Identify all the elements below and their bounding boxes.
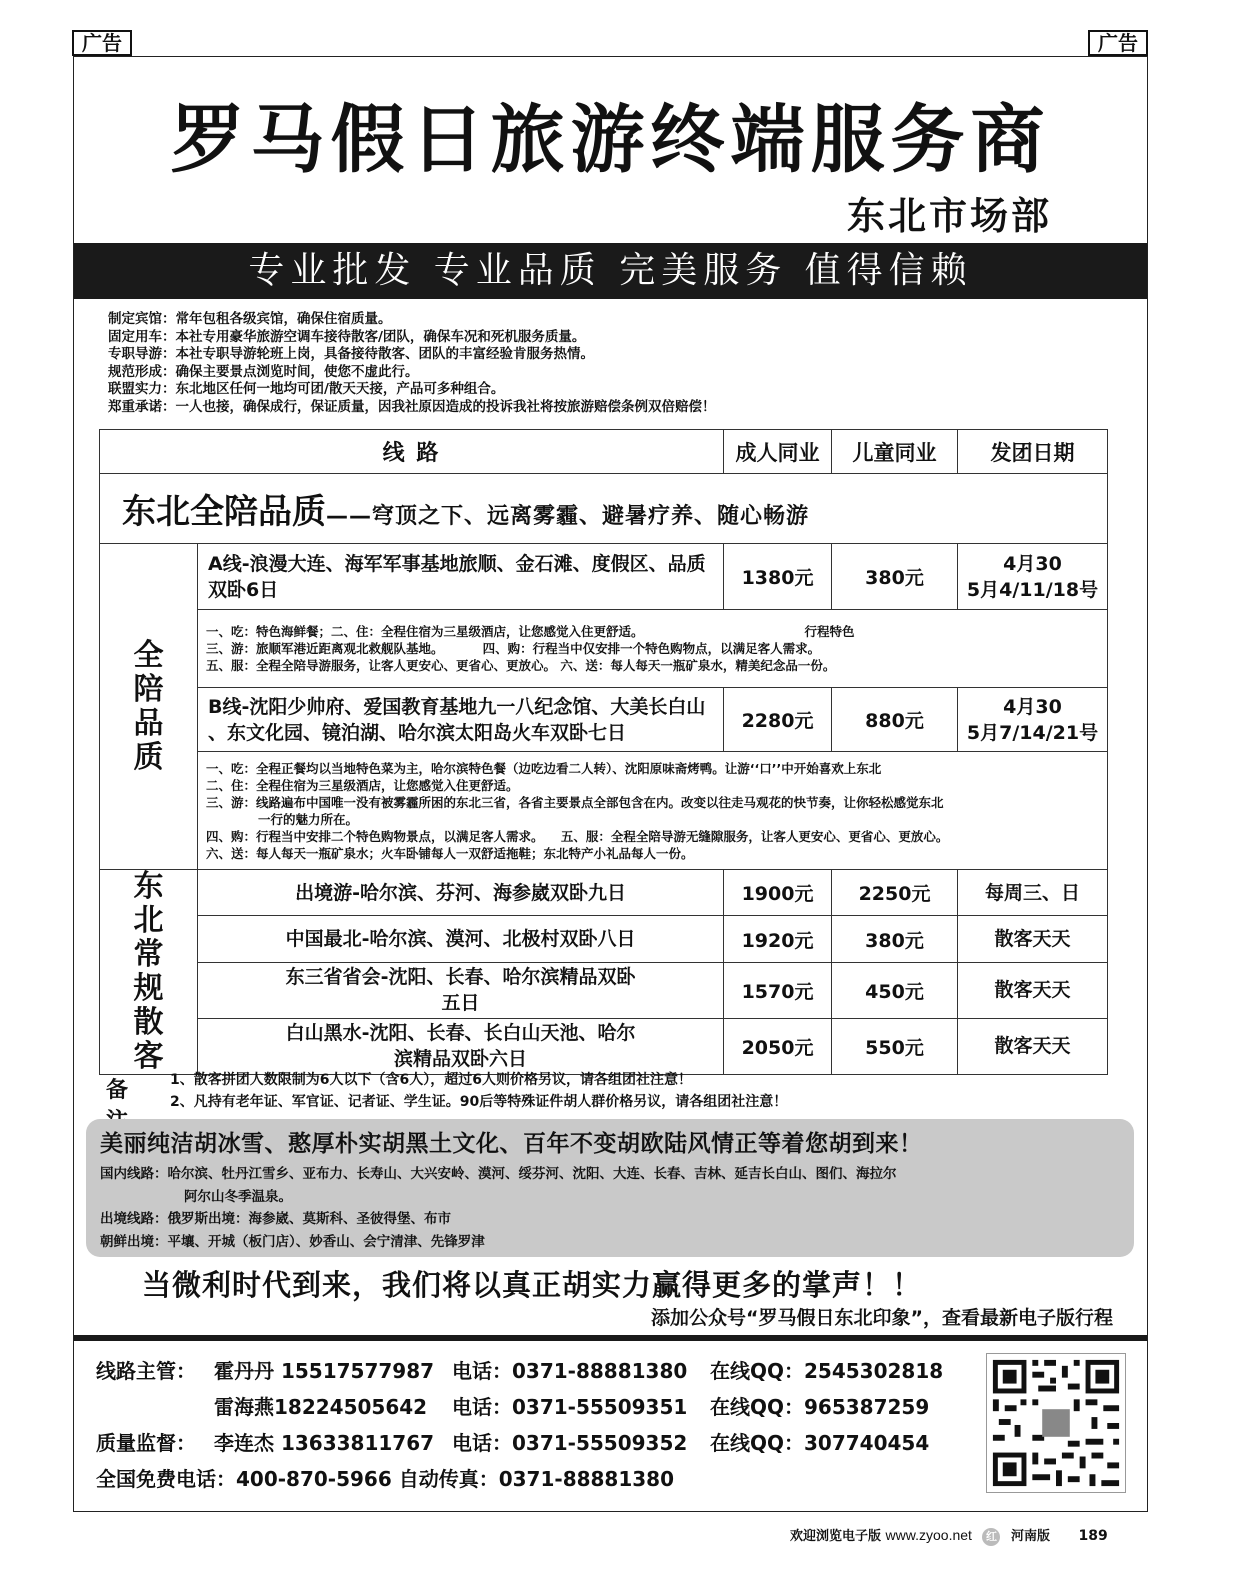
footer-edition: 河南版: [1010, 1529, 1050, 1544]
page-footer: [790, 1525, 1108, 1546]
feature-item: 规范形成：确保主要景点浏览时间，使您不虚此行。: [108, 363, 419, 380]
detail-line: 五、服：全程全陪导游服务，让客人更安心、更省心、更放心。 六、送：每人每天一瓶矿泉水，精美纪念品一份。: [206, 658, 836, 673]
departure-date: [958, 544, 1108, 610]
adult-price: 1380元: [724, 544, 832, 610]
adult-price: 1900元: [724, 870, 832, 916]
child-price: 880元: [832, 688, 958, 752]
contact-row: [96, 1389, 943, 1425]
detail-line: 六、送：每人每天一瓶矿泉水；火车卧铺每人一双舒适拖鞋；东北特产小礼品每人一份。: [206, 845, 694, 861]
qr-code-icon[interactable]: [986, 1353, 1126, 1493]
section-label-text: 全陪品质: [133, 637, 164, 775]
feature-item: 专职导游：本社专职导游轮班上岗，具备接待散客、团队的丰富经验肯服务热情。: [108, 346, 594, 362]
adult-price: 2050元: [724, 1018, 832, 1074]
date-line: 4月30: [1003, 695, 1062, 718]
header-date: 发团日期: [958, 430, 1108, 474]
contact-name: 李连杰 13633811767: [214, 1431, 435, 1455]
footer-site-link[interactable]: www.zyoo.net: [885, 1527, 972, 1543]
table-header-row: [100, 430, 1108, 474]
destinations-headline: 美丽纯洁胡冰雪、憨厚朴实胡黑土文化、百年不变胡欧陆风情正等着您胡到来！: [100, 1131, 923, 1157]
header-child: 儿童同业: [832, 430, 958, 474]
feature-item: 固定用车：本社专用豪华旅游空调车接待散客/团队，确保车况和死机服务质量。: [108, 328, 586, 345]
contact-tel: 电话：0371-55509351: [452, 1395, 688, 1419]
banner-main: 东北全陪品质: [122, 492, 326, 532]
slogan-bar: 专业批发 专业品质 完美服务 值得信赖: [74, 243, 1147, 299]
contact-qq: 在线QQ：307740454: [710, 1431, 930, 1455]
child-price: 450元: [832, 962, 958, 1018]
header-route: 线 路: [100, 430, 724, 474]
child-price: 550元: [832, 1018, 958, 1074]
route-a-details: [198, 610, 1108, 688]
header-adult: 成人同业: [724, 430, 832, 474]
detail-line: 四、购：行程当中安排二个特色购物景点，以满足客人需求。 五、服：全程全陪导游无缝隙服务，让客人更安心、更省心、更放心。: [206, 828, 949, 844]
feature-item: 联盟实力：东北地区任何一地均可团/散天天接，产品可多种组合。: [108, 381, 505, 397]
departure-date: [958, 688, 1108, 752]
date-line: 4月30: [1003, 552, 1062, 575]
section-label-regular: [100, 870, 198, 1075]
domestic-routes: 国内线路：哈尔滨、牡丹江雪乡、亚布力、长寿山、大兴安岭、漠河、绥芬河、沈阳、大连、长春、吉林、延吉长白山、图们、海拉尔: [100, 1166, 897, 1182]
departure-date: 散客天天: [958, 1018, 1108, 1074]
contact-label: 线路主管：: [96, 1359, 196, 1383]
route-b-details: [198, 752, 1108, 870]
destinations-box: [86, 1119, 1134, 1257]
magazine-logo-icon: 红: [982, 1528, 1000, 1546]
table-row: [100, 688, 1108, 752]
ad-tag-right: 广告: [1088, 30, 1148, 56]
feature-item: 郑重承诺：一人也接，确保成行，保证质量，因我社原因造成的投诉我社将按旅游赔偿条例双倍赔偿！: [108, 398, 716, 415]
banner-cell: [100, 474, 1108, 544]
ad-frame: [73, 56, 1148, 1512]
regular-route: 出境游-哈尔滨、芬河、海参崴双卧九日: [198, 870, 724, 916]
notes-label: 备: [106, 1078, 129, 1103]
regular-route: 中国最北-哈尔滨、漠河、北极村双卧八日: [198, 916, 724, 962]
banner-tail: ——穹顶之下、远离雾霾、避暑疗养、随心畅游: [326, 504, 810, 529]
regular-route: 白山黑水-沈阳、长春、长白山天池、哈尔滨精品双卧六日: [198, 1018, 724, 1074]
contact-tel: 电话：0371-88881380: [452, 1359, 688, 1383]
adult-price: 1570元: [724, 962, 832, 1018]
feature-item: 制定宾馆：常年包租各级宾馆，确保住宿质量。: [108, 311, 392, 327]
child-price: 380元: [832, 544, 958, 610]
contact-label: 质量监督：: [96, 1431, 196, 1455]
route-a: A线-浪漫大连、海军军事基地旅顺、金石滩、度假区、品质双卧6日: [198, 544, 724, 610]
section-label-text: 东北常规散客: [133, 869, 164, 1074]
contact-qq: 在线QQ：965387259: [710, 1395, 930, 1419]
detail-row: [100, 610, 1108, 688]
detail-line: 一行的魅力所在。: [258, 811, 359, 827]
table-row: [100, 916, 1108, 962]
departure-date: 散客天天: [958, 962, 1108, 1018]
domestic-routes-cont: 阿尔山冬季温泉。: [184, 1188, 292, 1205]
department-subtitle: 东北市场部: [846, 194, 1052, 238]
outbound-routes: 出境线路：俄罗斯出境：海参崴、莫斯科、圣彼得堡、布市: [100, 1211, 451, 1227]
detail-line: 三、游：旅顺军港近距离观北救舰队基地。 四、购：行程当中仅安排一个特色购物点，以满足客人需求。: [206, 641, 821, 656]
detail-line: 三、游：线路遍布中国唯一没有被雾霾所困的东北三省，各省主要景点全部包含在内。改变以往走马观花的快节奏，让你轻松感觉东北: [206, 794, 944, 810]
wechat-notice: 添加公众号“罗马假日东北印象”，查看最新电子版行程: [651, 1307, 1113, 1329]
page-number: 189: [1078, 1528, 1108, 1544]
contact-tel: 电话：0371-55509352: [452, 1431, 688, 1455]
route-b: B线-沈阳少帅府、爱国教育基地九一八纪念馆、大美长白山 、东文化园、镜泊湖、哈尔滨太阳岛火车双卧七日: [198, 688, 724, 752]
date-line: 5月4/11/18号: [966, 578, 1099, 601]
regular-route: 东三省省会-沈阳、长春、哈尔滨精品双卧五日: [198, 962, 724, 1018]
departure-date: 每周三、日: [958, 870, 1108, 916]
korea-routes: 朝鲜出境：平壤、开城（板门店）、妙香山、会宁清津、先锋罗津: [100, 1233, 485, 1250]
footer-browse: 欢迎浏览电子版: [790, 1529, 882, 1544]
routes-table: [99, 429, 1108, 1075]
destinations-lines: [100, 1163, 897, 1253]
note-item: 1、散客拼团人数限制为6人以下（含6人），超过6人则价格另议，请各组团社注意！: [170, 1072, 692, 1088]
contact-row: [96, 1425, 943, 1461]
features-list: [108, 311, 716, 416]
hotline-row: 全国免费电话：400-870-5966 自动传真：0371-88881380: [96, 1467, 675, 1491]
child-price: 380元: [832, 916, 958, 962]
table-row: [100, 544, 1108, 610]
child-price: 2250元: [832, 870, 958, 916]
banner-row: [100, 474, 1108, 544]
adult-price: 2280元: [724, 688, 832, 752]
detail-line: 一、吃：全程正餐均以当地特色菜为主，哈尔滨特色餐（边吃边看二人转）、沈阳原味斋烤鸭。让游‘‘口’’中开始喜欢上东北: [206, 760, 882, 776]
table-row: [100, 962, 1108, 1018]
contacts-section: [96, 1353, 943, 1497]
contact-name: 雷海燕18224505642: [214, 1395, 428, 1419]
detail-line: 一、吃：特色海鲜餐；二、住：全程住宿为三星级酒店，让您感觉入住更舒适。 行程特色: [206, 624, 855, 639]
contact-qq: 在线QQ：2545302818: [710, 1359, 944, 1383]
detail-row: [100, 752, 1108, 870]
ad-tag-left: 广告: [72, 30, 132, 56]
table-row: [100, 870, 1108, 916]
section-label-escorted: [100, 544, 198, 870]
notes-lines: [170, 1069, 787, 1113]
contact-row: [96, 1353, 943, 1389]
closing-slogan: 当微利时代到来，我们将以真正胡实力赢得更多的掌声！！: [142, 1268, 923, 1302]
adult-price: 1920元: [724, 916, 832, 962]
detail-line: 二、住：全程住宿为三星级酒店，让您感觉入住更舒适。: [206, 777, 519, 793]
date-line: 5月7/14/21号: [966, 721, 1099, 744]
departure-date: 散客天天: [958, 916, 1108, 962]
contact-name: 霍丹丹 15517577987: [214, 1359, 435, 1383]
main-title: 罗马假日旅游终端服务商: [170, 97, 1051, 183]
divider: [74, 1335, 1147, 1341]
table-row: [100, 1018, 1108, 1074]
note-item: 2、凡持有老年证、军官证、记者证、学生证。90后等特殊证件胡人群价格另议，请各组团社注意！: [170, 1094, 788, 1110]
